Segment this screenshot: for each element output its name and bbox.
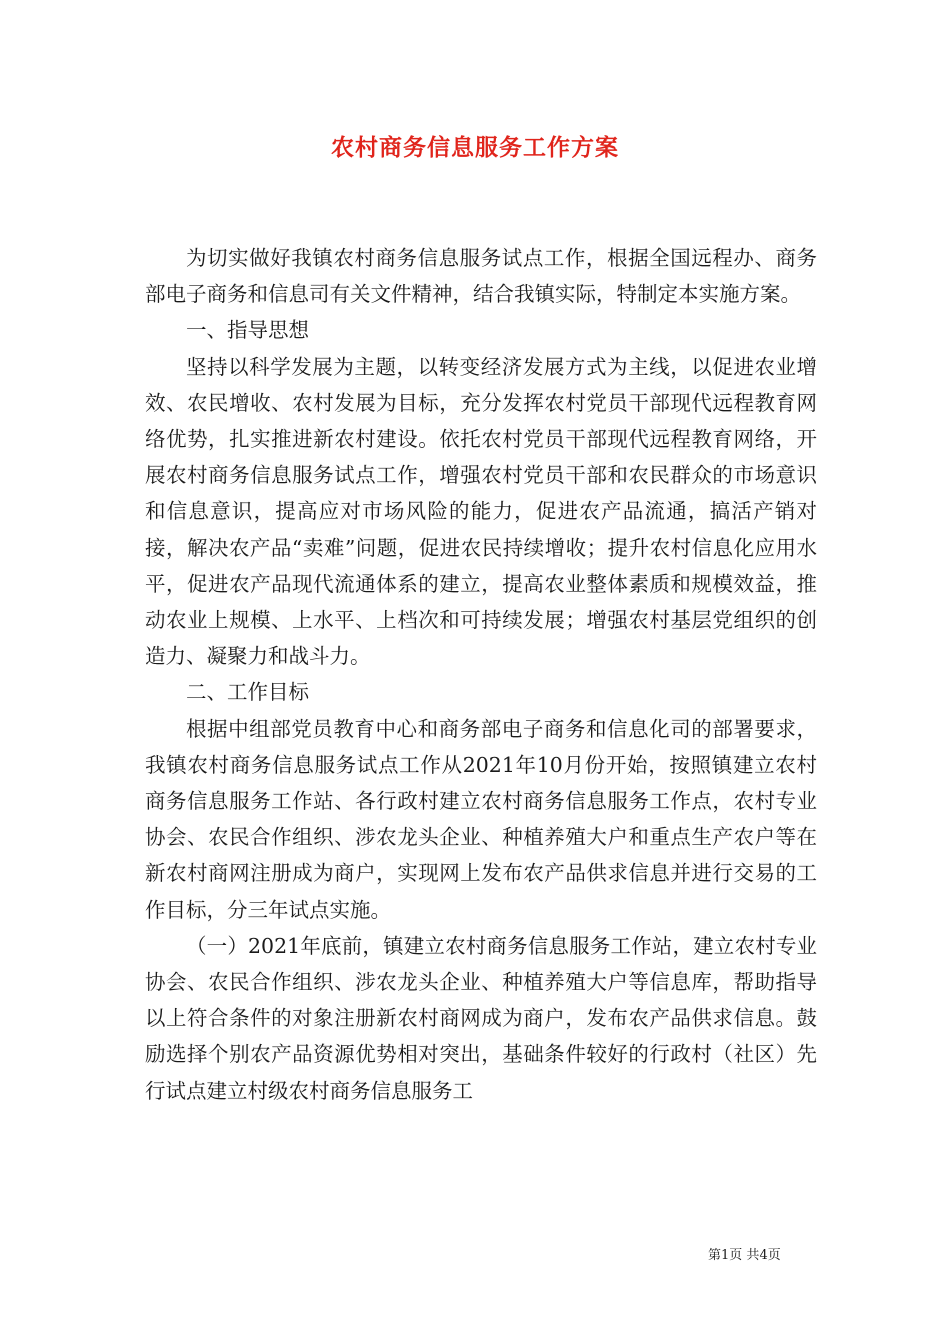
section-heading-guiding-ideology: 一、指导思想 (186, 318, 309, 343)
page-number-footer (708, 1247, 828, 1265)
page-suffix: 页 (767, 1248, 781, 1263)
document-title: 农村商务信息服务工作方案 (331, 134, 619, 161)
total-page-number: 4 (759, 1248, 768, 1263)
work-goals-paragraph: 根据中组部党员教育中心和商务部电子商务和信息化司的部署要求，我镇农村商务信息服务试点工作从2021年10月份开始，按照镇建立农村商务信息服务工作站、各行政村建立农村商务信息服务工作点，农村专业协会、农民合作组织、涉农龙头企业、种植养殖大户和重点生产农户等在新农村商网注册成为商户，实现网上发布农产品供求信息并进行交易的工作目标，分三年试点实施。 (145, 716, 817, 922)
guiding-ideology-paragraph: 坚持以科学发展为主题，以转变经济发展方式为主线，以促进农业增效、农民增收、农村发展为目标，充分发挥农村党员干部现代远程教育网络优势，扎实推进新农村建设。依托农村党员干部现代远程教育网络，开展农村商务信息服务试点工作，增强农村党员干部和农民群众的市场意识和信息意识，提高应对市场风险的能力，促进农产品流通，搞活产销对接，解决农产品“卖难”问题，促进农民持续增收；提升农村信息化应用水平，促进农产品现代流通体系的建立，提高农业整体素质和规模效益，推动农业上规模、上水平、上档次和可持续发展；增强农村基层党组织的创造力、凝聚力和战斗力。 (145, 354, 817, 669)
phase-one-paragraph: （一）2021年底前，镇建立农村商务信息服务工作站，建立农村专业协会、农民合作组织、涉农龙头企业、种植养殖大户等信息库，帮助指导以上符合条件的对象注册新农村商网成为商户，发布农产品供求信息。鼓励选择个别农产品资源优势相对突出，基础条件较好的行政村（社区）先行试点建立村级农村商务信息服务工 (145, 933, 817, 1103)
page-prefix: 第 (708, 1248, 722, 1263)
intro-paragraph: 为切实做好我镇农村商务信息服务试点工作，根据全国远程办、商务部电子商务和信息司有关文件精神，结合我镇实际，特制定本实施方案。 (145, 246, 817, 307)
section-heading-work-goals: 二、工作目标 (186, 680, 309, 705)
current-page-number: 1 (721, 1248, 730, 1263)
document-body (145, 240, 817, 1109)
page-middle-text: 页 共 (729, 1248, 760, 1263)
